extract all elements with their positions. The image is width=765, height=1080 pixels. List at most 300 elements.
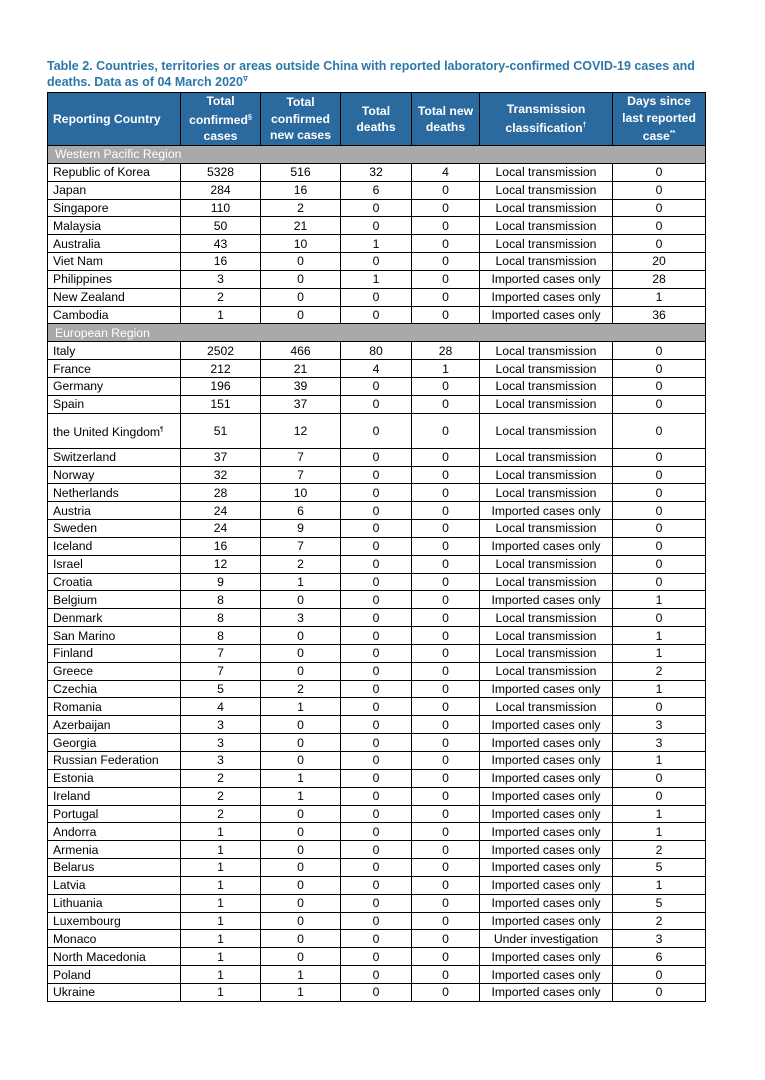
cell-deaths: 0 <box>341 930 412 948</box>
cell-new-deaths: 0 <box>412 716 480 734</box>
country-name: New Zealand <box>53 290 125 305</box>
cell-new-cases: 0 <box>261 716 341 734</box>
cell-new-deaths: 0 <box>412 627 480 645</box>
cell-new-deaths: 0 <box>412 752 480 770</box>
cell-reporting-country <box>48 377 181 395</box>
cell-deaths: 0 <box>341 555 412 573</box>
table-row <box>48 484 706 502</box>
cell-reporting-country <box>48 823 181 841</box>
header-transmission-classification <box>480 93 613 146</box>
cell-new-deaths: 0 <box>412 983 480 1001</box>
table-row <box>48 217 706 235</box>
country-name: Andorra <box>53 824 97 839</box>
cell-days: 0 <box>613 609 706 627</box>
cell-deaths: 0 <box>341 983 412 1001</box>
table-row <box>48 823 706 841</box>
cell-confirmed: 2 <box>181 805 261 823</box>
cell-days: 0 <box>613 484 706 502</box>
cell-confirmed: 1 <box>181 306 261 324</box>
cell-new-cases: 9 <box>261 520 341 538</box>
cell-days: 1 <box>613 288 706 306</box>
header-confirmed-suffix: cases <box>203 129 238 144</box>
country-name: Spain <box>53 397 85 412</box>
cell-new-cases: 0 <box>261 841 341 859</box>
table-row <box>48 342 706 360</box>
header-total-confirmed-cases <box>181 93 261 146</box>
cell-new-deaths: 0 <box>412 181 480 199</box>
cell-new-deaths: 0 <box>412 466 480 484</box>
cell-reporting-country <box>48 199 181 217</box>
region-name: Western Pacific Region <box>48 146 706 164</box>
cell-new-cases: 1 <box>261 983 341 1001</box>
cell-new-deaths: 0 <box>412 502 480 520</box>
cell-new-cases: 10 <box>261 484 341 502</box>
table-row <box>48 930 706 948</box>
cell-confirmed: 7 <box>181 662 261 680</box>
cell-transmission: Imported cases only <box>480 270 613 288</box>
country-name: Norway <box>53 467 95 482</box>
country-name: Italy <box>53 343 76 358</box>
country-name: Philippines <box>53 272 112 287</box>
country-name: Russian Federation <box>53 753 159 768</box>
cell-new-deaths: 0 <box>412 377 480 395</box>
country-name: Denmark <box>53 610 103 625</box>
country-name: Latvia <box>53 878 86 893</box>
cell-reporting-country <box>48 217 181 235</box>
cell-new-deaths: 0 <box>412 644 480 662</box>
cell-transmission: Imported cases only <box>480 769 613 787</box>
cell-confirmed: 2 <box>181 787 261 805</box>
cell-confirmed: 51 <box>181 413 261 448</box>
cell-deaths: 0 <box>341 502 412 520</box>
table-row <box>48 983 706 1001</box>
cell-transmission: Imported cases only <box>480 876 613 894</box>
cell-reporting-country <box>48 930 181 948</box>
region-header-row <box>48 146 706 164</box>
country-name: Singapore <box>53 200 109 215</box>
table-row <box>48 805 706 823</box>
cell-new-cases: 0 <box>261 253 341 271</box>
cell-deaths: 1 <box>341 270 412 288</box>
cell-deaths: 80 <box>341 342 412 360</box>
cell-days: 0 <box>613 466 706 484</box>
country-name: Switzerland <box>53 450 116 465</box>
cell-new-cases: 0 <box>261 823 341 841</box>
cell-transmission: Imported cases only <box>480 787 613 805</box>
table-row <box>48 573 706 591</box>
cell-transmission: Imported cases only <box>480 859 613 877</box>
caption-footnote-mark: ∇ <box>242 76 248 83</box>
cell-deaths: 0 <box>341 823 412 841</box>
cell-deaths: 0 <box>341 680 412 698</box>
cell-confirmed: 24 <box>181 520 261 538</box>
cell-new-deaths: 0 <box>412 841 480 859</box>
cell-new-cases: 0 <box>261 306 341 324</box>
table-row <box>48 306 706 324</box>
covid-cases-table <box>47 92 706 1002</box>
cell-reporting-country <box>48 680 181 698</box>
cell-reporting-country <box>48 787 181 805</box>
cell-days: 3 <box>613 734 706 752</box>
country-name: Netherlands <box>53 485 119 500</box>
cell-confirmed: 8 <box>181 591 261 609</box>
cell-confirmed: 4 <box>181 698 261 716</box>
cell-confirmed: 2 <box>181 769 261 787</box>
cell-reporting-country <box>48 734 181 752</box>
cell-confirmed: 7 <box>181 644 261 662</box>
cell-new-deaths: 0 <box>412 805 480 823</box>
cell-deaths: 6 <box>341 181 412 199</box>
table-row <box>48 360 706 378</box>
cell-transmission: Local transmission <box>480 413 613 448</box>
cell-new-deaths: 0 <box>412 734 480 752</box>
cell-new-cases: 0 <box>261 912 341 930</box>
cell-confirmed: 284 <box>181 181 261 199</box>
cell-new-cases: 0 <box>261 930 341 948</box>
country-name: Austria <box>53 503 91 518</box>
table-row <box>48 199 706 217</box>
cell-deaths: 0 <box>341 805 412 823</box>
cell-deaths: 0 <box>341 377 412 395</box>
cell-new-cases: 0 <box>261 894 341 912</box>
cell-new-deaths: 0 <box>412 787 480 805</box>
cell-confirmed: 1 <box>181 859 261 877</box>
cell-transmission: Imported cases only <box>480 983 613 1001</box>
cell-confirmed: 16 <box>181 537 261 555</box>
cell-days: 0 <box>613 217 706 235</box>
cell-new-cases: 0 <box>261 662 341 680</box>
cell-days: 1 <box>613 644 706 662</box>
cell-reporting-country <box>48 859 181 877</box>
cell-new-deaths: 0 <box>412 555 480 573</box>
cell-new-cases: 1 <box>261 787 341 805</box>
cell-reporting-country <box>48 448 181 466</box>
table-row <box>48 662 706 680</box>
table-row <box>48 270 706 288</box>
cell-confirmed: 1 <box>181 876 261 894</box>
table-row <box>48 859 706 877</box>
cell-transmission: Local transmission <box>480 644 613 662</box>
cell-days: 1 <box>613 627 706 645</box>
cell-days: 1 <box>613 876 706 894</box>
table-row <box>48 520 706 538</box>
cell-deaths: 0 <box>341 448 412 466</box>
cell-deaths: 0 <box>341 734 412 752</box>
cell-reporting-country <box>48 270 181 288</box>
country-name: North Macedonia <box>53 949 146 964</box>
country-name: France <box>53 361 91 376</box>
cell-confirmed: 1 <box>181 966 261 984</box>
cell-new-deaths: 0 <box>412 769 480 787</box>
table-row <box>48 181 706 199</box>
country-footnote-mark: ¶ <box>160 425 164 433</box>
cell-transmission: Local transmission <box>480 466 613 484</box>
table-row <box>48 235 706 253</box>
cell-days: 0 <box>613 502 706 520</box>
cell-new-cases: 0 <box>261 805 341 823</box>
country-name: Republic of Korea <box>53 165 150 180</box>
cell-reporting-country <box>48 716 181 734</box>
cell-reporting-country <box>48 163 181 181</box>
cell-reporting-country <box>48 948 181 966</box>
cell-days: 1 <box>613 752 706 770</box>
header-transmission-label: Transmission classification <box>505 102 586 136</box>
cell-reporting-country <box>48 342 181 360</box>
country-name: Poland <box>53 967 91 982</box>
cell-reporting-country <box>48 360 181 378</box>
header-total-confirmed-label: Total confirmed <box>189 94 248 127</box>
cell-reporting-country <box>48 537 181 555</box>
cell-transmission: Local transmission <box>480 448 613 466</box>
cell-deaths: 0 <box>341 662 412 680</box>
country-name: Japan <box>53 183 87 198</box>
cell-new-cases: 0 <box>261 752 341 770</box>
cell-new-cases: 1 <box>261 698 341 716</box>
cell-confirmed: 43 <box>181 235 261 253</box>
table-row <box>48 644 706 662</box>
cell-confirmed: 2 <box>181 288 261 306</box>
cell-deaths: 0 <box>341 306 412 324</box>
country-name: Sweden <box>53 521 98 536</box>
cell-transmission: Local transmission <box>480 573 613 591</box>
table-row <box>48 253 706 271</box>
country-name: Estonia <box>53 771 94 786</box>
cell-new-cases: 21 <box>261 217 341 235</box>
cell-days: 0 <box>613 360 706 378</box>
cell-days: 2 <box>613 912 706 930</box>
cell-new-deaths: 0 <box>412 288 480 306</box>
cell-deaths: 0 <box>341 217 412 235</box>
cell-confirmed: 8 <box>181 609 261 627</box>
cell-new-deaths: 0 <box>412 520 480 538</box>
cell-new-cases: 0 <box>261 270 341 288</box>
cell-confirmed: 24 <box>181 502 261 520</box>
cell-new-cases: 21 <box>261 360 341 378</box>
cell-transmission: Local transmission <box>480 342 613 360</box>
region-header-row <box>48 324 706 342</box>
cell-deaths: 0 <box>341 627 412 645</box>
cell-reporting-country <box>48 520 181 538</box>
cell-days: 0 <box>613 555 706 573</box>
cell-deaths: 0 <box>341 787 412 805</box>
cell-transmission: Imported cases only <box>480 912 613 930</box>
table-row <box>48 395 706 413</box>
cell-deaths: 0 <box>341 966 412 984</box>
cell-days: 6 <box>613 948 706 966</box>
cell-reporting-country <box>48 253 181 271</box>
cell-new-deaths: 28 <box>412 342 480 360</box>
cell-new-cases: 12 <box>261 413 341 448</box>
country-name: Germany <box>53 379 104 394</box>
cell-days: 1 <box>613 591 706 609</box>
cell-reporting-country <box>48 395 181 413</box>
header-reporting-country <box>48 93 181 146</box>
cell-new-cases: 3 <box>261 609 341 627</box>
cell-new-deaths: 0 <box>412 270 480 288</box>
cell-deaths: 4 <box>341 360 412 378</box>
cell-confirmed: 196 <box>181 377 261 395</box>
country-name: Iceland <box>53 539 93 554</box>
header-total-confirmed-new-cases <box>261 93 341 146</box>
cell-new-cases: 0 <box>261 948 341 966</box>
country-name: Azerbaijan <box>53 717 111 732</box>
cell-transmission: Local transmission <box>480 360 613 378</box>
cell-new-deaths: 0 <box>412 253 480 271</box>
header-total-deaths <box>341 93 412 146</box>
cell-days: 0 <box>613 235 706 253</box>
cell-new-deaths: 0 <box>412 680 480 698</box>
cell-reporting-country <box>48 181 181 199</box>
cell-confirmed: 1 <box>181 841 261 859</box>
cell-new-deaths: 0 <box>412 609 480 627</box>
cell-new-cases: 0 <box>261 859 341 877</box>
cell-days: 28 <box>613 270 706 288</box>
country-name: Cambodia <box>53 308 109 323</box>
table-row <box>48 591 706 609</box>
country-name: Portugal <box>53 806 99 821</box>
table-row <box>48 163 706 181</box>
table-row <box>48 537 706 555</box>
cell-reporting-country <box>48 752 181 770</box>
cell-new-deaths: 0 <box>412 876 480 894</box>
cell-new-cases: 7 <box>261 537 341 555</box>
cell-reporting-country <box>48 591 181 609</box>
cell-days: 0 <box>613 537 706 555</box>
header-transmission-footnote-mark: † <box>582 121 587 129</box>
cell-deaths: 0 <box>341 948 412 966</box>
cell-confirmed: 3 <box>181 270 261 288</box>
cell-transmission: Local transmission <box>480 235 613 253</box>
header-total-deaths-label: Total deaths <box>356 103 396 134</box>
cell-days: 5 <box>613 859 706 877</box>
cell-deaths: 0 <box>341 859 412 877</box>
cell-confirmed: 37 <box>181 448 261 466</box>
table-caption <box>47 58 707 90</box>
cell-deaths: 0 <box>341 894 412 912</box>
table-row <box>48 894 706 912</box>
country-name: San Marino <box>53 628 116 643</box>
cell-days: 0 <box>613 573 706 591</box>
table-row <box>48 912 706 930</box>
cell-deaths: 0 <box>341 591 412 609</box>
cell-reporting-country <box>48 466 181 484</box>
cell-transmission: Local transmission <box>480 253 613 271</box>
cell-deaths: 0 <box>341 199 412 217</box>
cell-new-deaths: 0 <box>412 859 480 877</box>
country-name: Australia <box>53 236 101 251</box>
country-name: the United Kingdom <box>53 424 161 439</box>
cell-new-deaths: 0 <box>412 698 480 716</box>
cell-new-cases: 0 <box>261 876 341 894</box>
table-row <box>48 448 706 466</box>
cell-reporting-country <box>48 502 181 520</box>
table-row <box>48 966 706 984</box>
country-name: Ireland <box>53 789 91 804</box>
header-days-label: Days since last reported case <box>622 94 696 144</box>
cell-confirmed: 5 <box>181 680 261 698</box>
cell-new-deaths: 0 <box>412 395 480 413</box>
cell-deaths: 0 <box>341 716 412 734</box>
cell-deaths: 0 <box>341 413 412 448</box>
cell-days: 3 <box>613 930 706 948</box>
cell-confirmed: 32 <box>181 466 261 484</box>
table-row <box>48 734 706 752</box>
cell-confirmed: 3 <box>181 716 261 734</box>
cell-new-cases: 516 <box>261 163 341 181</box>
country-name: Georgia <box>53 735 97 750</box>
cell-new-deaths: 0 <box>412 591 480 609</box>
country-name: Armenia <box>53 842 99 857</box>
cell-days: 0 <box>613 769 706 787</box>
country-name: Belgium <box>53 592 98 607</box>
cell-new-cases: 0 <box>261 591 341 609</box>
table-row <box>48 377 706 395</box>
cell-new-deaths: 1 <box>412 360 480 378</box>
country-name: Romania <box>53 699 102 714</box>
cell-new-cases: 10 <box>261 235 341 253</box>
table-row <box>48 288 706 306</box>
cell-confirmed: 3 <box>181 752 261 770</box>
cell-transmission: Imported cases only <box>480 288 613 306</box>
country-name: Viet Nam <box>53 254 103 269</box>
cell-days: 5 <box>613 894 706 912</box>
cell-confirmed: 1 <box>181 983 261 1001</box>
cell-transmission: Local transmission <box>480 520 613 538</box>
country-name: Luxembourg <box>53 914 121 929</box>
table-row <box>48 752 706 770</box>
table-header-row <box>48 93 706 146</box>
cell-new-deaths: 0 <box>412 894 480 912</box>
cell-new-cases: 0 <box>261 644 341 662</box>
cell-confirmed: 50 <box>181 217 261 235</box>
cell-new-cases: 7 <box>261 466 341 484</box>
header-days-since-last-case <box>613 93 706 146</box>
cell-transmission: Local transmission <box>480 698 613 716</box>
cell-deaths: 0 <box>341 288 412 306</box>
cell-reporting-country <box>48 627 181 645</box>
cell-days: 0 <box>613 787 706 805</box>
cell-transmission: Imported cases only <box>480 823 613 841</box>
cell-days: 0 <box>613 698 706 716</box>
cell-new-cases: 39 <box>261 377 341 395</box>
cell-confirmed: 110 <box>181 199 261 217</box>
table-row <box>48 555 706 573</box>
table-row <box>48 627 706 645</box>
cell-deaths: 0 <box>341 752 412 770</box>
cell-deaths: 0 <box>341 484 412 502</box>
cell-transmission: Local transmission <box>480 609 613 627</box>
country-name: Israel <box>53 557 83 572</box>
cell-new-deaths: 0 <box>412 966 480 984</box>
cell-confirmed: 12 <box>181 555 261 573</box>
cell-transmission: Local transmission <box>480 627 613 645</box>
cell-deaths: 32 <box>341 163 412 181</box>
table-row <box>48 502 706 520</box>
cell-transmission: Local transmission <box>480 484 613 502</box>
cell-transmission: Imported cases only <box>480 537 613 555</box>
table-row <box>48 609 706 627</box>
cell-new-cases: 0 <box>261 627 341 645</box>
country-name: Malaysia <box>53 218 102 233</box>
cell-confirmed: 151 <box>181 395 261 413</box>
cell-confirmed: 212 <box>181 360 261 378</box>
table-row <box>48 948 706 966</box>
cell-transmission: Imported cases only <box>480 680 613 698</box>
cell-confirmed: 1 <box>181 930 261 948</box>
cell-new-cases: 466 <box>261 342 341 360</box>
header-new-cases-label: Total confirmed new cases <box>270 95 331 143</box>
cell-deaths: 0 <box>341 769 412 787</box>
